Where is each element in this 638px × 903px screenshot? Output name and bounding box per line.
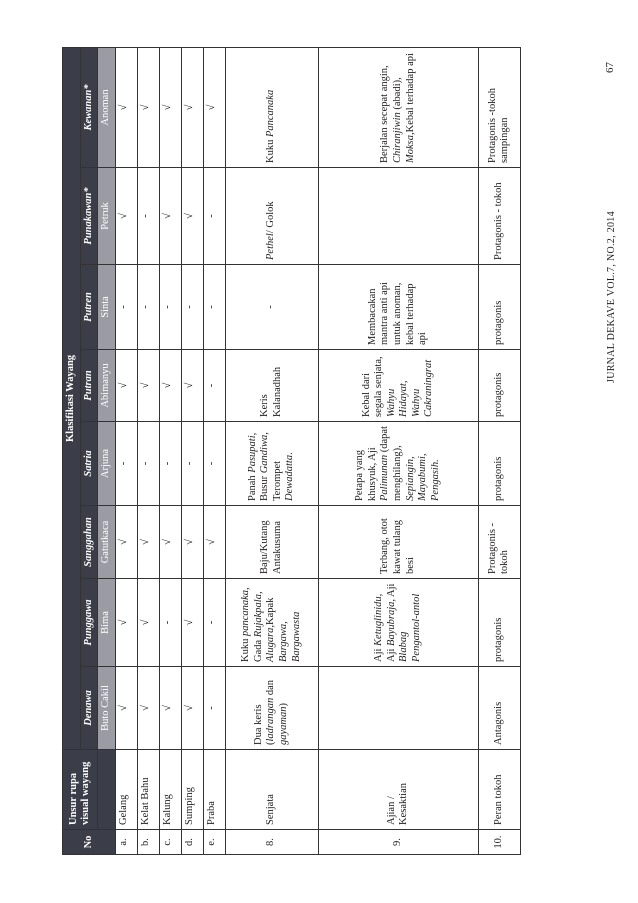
figure-abimanyu: Abimanyu [98, 350, 116, 422]
mark-cell: - [115, 422, 137, 506]
mark-cell: - [159, 422, 181, 506]
category-kewanan: Kewanan* [80, 47, 98, 167]
text: Berjalan secepat angin, [379, 65, 391, 163]
text-italic: pancanaka [240, 589, 252, 637]
mark-cell: √ [181, 579, 203, 667]
text: Kebal dari segala senjata, [360, 356, 385, 417]
text-italic: Pancanaka [265, 89, 277, 138]
text-italic: Rujakpala, Alugara [252, 591, 277, 662]
text-italic: Bargawa, Bargawasta [278, 611, 302, 662]
text-italic: Pasupati [246, 435, 258, 473]
ornament-letter: c. [159, 830, 181, 855]
figure-buto-cakil: Buto Cakil [98, 667, 116, 750]
ornament-letter: a. [115, 830, 137, 855]
text-italic: Chiranjiwin [391, 112, 403, 163]
cell-ajian-denawa [318, 667, 478, 750]
page-number: 67 [604, 62, 616, 73]
mark-cell: - [203, 422, 225, 506]
text-italic: Palimunan [379, 454, 391, 501]
text-italic: Pethel [265, 233, 277, 260]
mark-cell: √ [115, 579, 137, 667]
cell-ajian-putren: Membacakan mantra anti api untuk anoman, kebal terhadap api [318, 265, 478, 350]
row-number: 8. [225, 830, 318, 855]
cell-peran: protagonis [478, 422, 520, 506]
cell-ajian-sanggahan: Terbang, otot kawat tulang besi [318, 506, 478, 579]
cell-senjata-denawa [225, 667, 318, 750]
category-punggawa: Punggawa [80, 579, 98, 667]
category-satria: Satria [80, 422, 98, 506]
text: , Gada [240, 587, 264, 662]
text-italic: Moksa [404, 135, 416, 163]
cell-peran: Protagonis - tokoh [478, 506, 520, 579]
ornament-name: Sumping [181, 750, 203, 830]
mark-cell: - [137, 265, 159, 350]
wayang-classification-table [62, 47, 521, 855]
row-ajian [318, 47, 478, 854]
mark-cell: √ [115, 350, 137, 422]
text-italic: gayaman [278, 706, 290, 745]
text: . [284, 452, 296, 455]
text-italic: Blabag Pengantol-antol [398, 593, 422, 662]
figure-gatutkaca: Gatutkaca [98, 506, 116, 579]
mark-cell: √ [181, 667, 203, 750]
cell-senjata-sanggahan: Baju/Kutang Antakusuma [225, 506, 318, 579]
mark-cell: √ [137, 506, 159, 579]
mark-cell: - [137, 422, 159, 506]
row-number: 9. [318, 830, 478, 855]
mark-cell: √ [137, 350, 159, 422]
category-denawa: Denawa [80, 667, 98, 750]
cell-senjata-punakawan [225, 168, 318, 265]
row-number: 10. [478, 830, 520, 855]
ornament-row-gelang [115, 47, 137, 854]
mark-cell: √ [159, 506, 181, 579]
text: ,Kebal terhadap api [404, 53, 416, 135]
mark-cell: √ [159, 168, 181, 265]
cell-peran: protagonis [478, 265, 520, 350]
text-italic: Ketuglinidu [373, 596, 385, 646]
mark-cell: √ [115, 168, 137, 265]
mark-cell: √ [159, 47, 181, 167]
category-putran: Putran [80, 350, 98, 422]
row-peran [478, 47, 520, 854]
figure-sinta: Sinta [98, 265, 116, 350]
text: Petapa yang khusyuk, Aji [354, 447, 378, 501]
cell-peran: protagonis [478, 579, 520, 667]
header-unsur: Unsur rupa visual wayang [63, 750, 98, 830]
row-label: Senjata [225, 750, 318, 830]
header-no: No [63, 830, 116, 855]
mark-cell: √ [137, 579, 159, 667]
figure-arjuna: Arjuna [98, 422, 116, 506]
text: , Terompet [259, 432, 283, 501]
text: dan [265, 679, 277, 698]
figure-bima: Bima [98, 579, 116, 667]
cell-ajian-satria [318, 422, 478, 506]
figure-anoman: Anoman [98, 47, 116, 167]
journal-footer: JURNAL DEKAVE VOL.7, NO.2, 2014 [606, 211, 617, 383]
text: ,Kapak [265, 597, 277, 628]
mark-cell: √ [203, 47, 225, 167]
header-blank [98, 750, 116, 830]
cell-ajian-punakawan [318, 168, 478, 265]
mark-cell: √ [115, 47, 137, 167]
text: Panah [246, 472, 258, 501]
text: , Aji [385, 583, 397, 602]
mark-cell: √ [181, 506, 203, 579]
cell-senjata-putren: - [225, 265, 318, 350]
mark-cell: - [137, 168, 159, 265]
category-punakawan: Punakawan* [80, 168, 98, 265]
text: (dapat menghilang), [379, 426, 403, 501]
text-italic: Wahyu Hidayat, Wahyu Cakraningrat [385, 359, 435, 417]
ornament-name: Kalung [159, 750, 181, 830]
cell-senjata-satria [225, 422, 318, 506]
text: , Aji [373, 593, 397, 662]
ornament-letter: e. [203, 830, 225, 855]
cell-ajian-putran [318, 350, 478, 422]
cell-peran: Antagonis [478, 667, 520, 750]
cell-peran: protagonis [478, 350, 520, 422]
mark-cell: - [203, 168, 225, 265]
mark-cell: - [203, 667, 225, 750]
text-italic: Dewadatta [284, 454, 296, 501]
mark-cell: √ [115, 506, 137, 579]
mark-cell: √ [181, 350, 203, 422]
text: Aji [373, 645, 385, 662]
mark-cell: - [159, 579, 181, 667]
text: / Golok [265, 201, 277, 234]
mark-cell: - [203, 265, 225, 350]
ornament-name: Gelang [115, 750, 137, 830]
cell-senjata-putran: Keris Kalanadhah [225, 350, 318, 422]
text: Dua keris ( [252, 704, 277, 745]
figure-petruk: Petruk [98, 168, 116, 265]
cell-peran: Protagonis - tokoh [478, 168, 520, 265]
mark-cell: √ [159, 350, 181, 422]
cell-senjata-kewanan [225, 47, 318, 167]
cell-ajian-kewanan [318, 47, 478, 167]
row-label: Peran tokoh [478, 750, 520, 830]
mark-cell: √ [181, 47, 203, 167]
cell-ajian-punggawa [318, 579, 478, 667]
category-sanggahan: Sanggahan [80, 506, 98, 579]
text-italic: ladrangan [265, 697, 277, 742]
text: Kuku [265, 137, 277, 163]
ornament-letter: d. [181, 830, 203, 855]
header-klasifikasi: Klasifikasi Wayang [63, 47, 81, 749]
mark-cell: √ [181, 168, 203, 265]
ornament-name: Kelat Bahu [137, 750, 159, 830]
mark-cell: - [203, 579, 225, 667]
text: Kuku [240, 636, 252, 662]
ornament-letter: b. [137, 830, 159, 855]
ornament-name: Praba [203, 750, 225, 830]
ornament-row-kelat-bahu [137, 47, 159, 854]
ornament-row-praba [203, 47, 225, 854]
mark-cell: √ [115, 667, 137, 750]
text-italic: Bayubraja [385, 601, 397, 646]
mark-cell: - [181, 265, 203, 350]
text: ) [278, 703, 290, 707]
mark-cell: √ [137, 47, 159, 167]
cell-senjata-punggawa [225, 579, 318, 667]
mark-cell: √ [203, 506, 225, 579]
text-italic: Gandiwa [259, 434, 271, 474]
text-italic: Sepiangin, Mayabumi, Pengasih. [404, 453, 441, 501]
category-putren: Putren [80, 265, 98, 350]
mark-cell: √ [159, 667, 181, 750]
row-senjata [225, 47, 318, 854]
mark-cell: - [181, 422, 203, 506]
mark-cell: √ [137, 667, 159, 750]
row-label: Ajian / Kesaktian [318, 750, 478, 830]
text: , Busur [246, 432, 271, 501]
mark-cell: - [159, 265, 181, 350]
mark-cell: - [203, 350, 225, 422]
ornament-row-kalung [159, 47, 181, 854]
ornament-row-sumping [181, 47, 203, 854]
cell-peran: Protagonis -tokoh sampingan [478, 47, 520, 167]
mark-cell: - [115, 265, 137, 350]
text: (abadi), [391, 77, 403, 113]
